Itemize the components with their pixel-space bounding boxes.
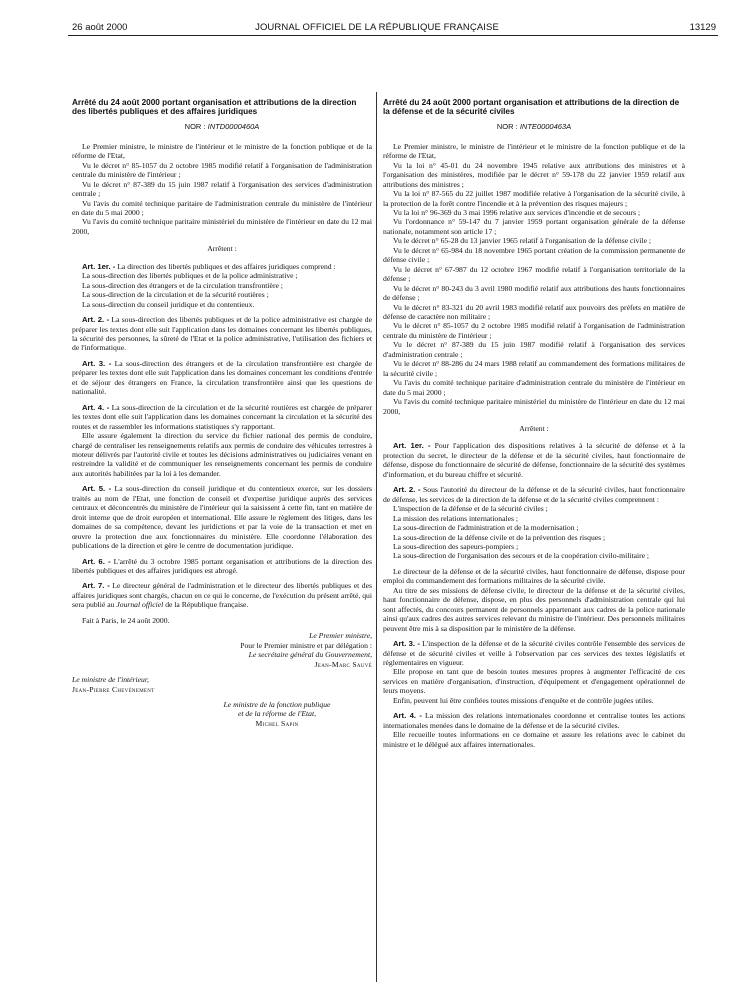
right-preamble-line: Vu la loi n° 87-565 du 22 juillet 1987 modifiée relative à l'organisation de la sécurité civile, à la protection de la forêt contre l'incendie et à la prévention des risques majeurs ;	[383, 189, 685, 208]
signature-block-interieur	[72, 675, 372, 694]
right-preamble-line: Vu le décret n° 87-389 du 15 juin 1987 modifié relatif à l'organisation des services d'administration centrale ;	[383, 340, 685, 359]
column-separator	[376, 92, 377, 982]
page-header	[0, 20, 754, 34]
right-article-2-item: La sous-direction de l'organisation des secours et de la coopération civilo-militaire ;	[393, 551, 650, 561]
signature-delegation: Pour le Premier ministre et par délégation :	[240, 640, 372, 650]
right-preamble-line: Vu l'avis du comité technique paritaire ministériel du ministère de l'intérieur en date du 12 mai 2000,	[383, 397, 685, 416]
article-label: Art. 4. -	[393, 711, 422, 721]
article-text: La sous-direction des étrangers et de la circulation transfrontière est chargée de préparer les textes dont elle suit l'application dans les domaines concernant les conditions d'entrée et de séjour des étrangers en France, la circulation transfrontière ainsi que les questions de nationalité.	[72, 358, 372, 397]
right-article-2-item: La sous-direction de la défense civile et de la prévention des risques ;	[393, 532, 606, 542]
signature-name: Jean-Pierre Chevènement	[72, 684, 155, 694]
right-preamble-line: Le Premier ministre, le ministre de l'intérieur et le ministre de la fonction publique et de la réforme de l'Etat,	[383, 141, 685, 161]
article-label: Art. 3. -	[393, 639, 420, 649]
right-preamble-line: Vu la loi n° 96-369 du 3 mai 1996 relative aux services d'incendie et de secours ;	[393, 208, 641, 218]
right-preamble-line: Vu la loi n° 45-01 du 24 novembre 1945 relative aux attributions des ministres et à l'organisation des ministères, modifiée par le décret n° 59-178 du 22 janvier 1959 relatif aux attributions des ministres ;	[383, 160, 685, 189]
header-date: 26 août 2000	[72, 22, 128, 33]
left-fait-a-paris: Fait à Paris, le 24 août 2000.	[82, 615, 170, 625]
left-article-1-item: La sous-direction du conseil juridique et du contentieux.	[82, 299, 255, 309]
article-label: Art. 3. -	[82, 358, 112, 368]
left-article-1-item: La sous-direction des libertés publiques et de la police administrative ;	[82, 271, 298, 281]
header-page-number: 13129	[689, 22, 716, 33]
article-label: Art. 5. -	[82, 484, 112, 494]
left-article-4	[72, 403, 372, 431]
right-article-3	[383, 639, 685, 667]
article-text: La mission des relations internationales coordonne et centralise toutes les actions internationales menées dans le domaine de la défense et de la sécurité civiles.	[383, 711, 685, 730]
article-text: La sous-direction des libertés publiques et de la police administrative est chargée de préparer les textes dont elle suit l'application dans les domaines concernant les libertés publiques, la sécurité des personnes, la sûreté de l'Etat et la police administrative, l'utilisation des fichiers et de l'informatique.	[72, 315, 372, 353]
left-preamble-line: Vu le décret n° 87-389 du 15 juin 1987 relatif à l'organisation des services d'administration centrale ;	[72, 179, 372, 199]
right-preamble-line: Vu le décret n° 83-321 du 20 avril 1983 modifié relatif aux pouvoirs des préfets en matière de défense de caractère non militaire ;	[383, 302, 685, 322]
signature-block-pm	[72, 631, 372, 669]
signature-role: Le Premier ministre,	[309, 631, 372, 641]
article-text: La direction des libertés publiques et des affaires juridiques comprend :	[117, 261, 336, 271]
article-label: Art. 4. -	[82, 402, 110, 412]
article-text: de la République française.	[165, 600, 249, 610]
right-article-2-item: La sous-direction de l'administration et de la modernisation ;	[393, 523, 579, 533]
right-preamble-line: Vu le décret n° 80-243 du 3 avril 1980 modifié relatif aux attributions des hauts fonctionnaires de défense ;	[383, 283, 685, 303]
article-label: Art. 1er. -	[393, 441, 431, 451]
article-label: Art. 1er. -	[82, 261, 116, 271]
right-article-2-item: La sous-direction des sapeurs-pompiers ;	[393, 541, 519, 551]
right-nor	[383, 122, 685, 131]
left-preamble-line: Vu le décret n° 85-1057 du 2 octobre 1985 modifié relatif à l'organisation de l'administration centrale du ministère de l'intérieur ;	[72, 160, 372, 180]
signature-name: Jean-Marc Sauvé	[314, 659, 372, 669]
right-article-2-item: L'inspection de la défense et de la sécurité civiles ;	[393, 504, 548, 514]
right-article-3-para: Enfin, peuvent lui être confiées toutes missions d'enquête et de contrôle jugées utiles.	[393, 695, 654, 705]
left-article-1-item: La sous-direction des étrangers et de la circulation transfrontière ;	[82, 280, 283, 290]
article-text: La sous-direction du conseil juridique et du contentieux exerce, sur les dossiers traités au nom de l'Etat, une fonction de conseil et d'expertise juridique auprès des services centraux et déconcentrés du ministère de l'intérieur qui la saisissent à cette fin, tant en matière de droit interne que de droit européen et international. Elle assure le règlement des litiges, dans les domaines de sa compétence, devant les juridictions et par la voie de la transaction et met en œuvre la protection due aux fonctionnaires du ministère. Elle coordonne l'élaboration des publications de la direction et gère le centre de documentation juridique.	[72, 484, 373, 551]
right-article-1	[383, 441, 685, 479]
right-article-2-para: Le directeur de la défense et de la sécurité civiles, haut fonctionnaire de défense, dispose pour emploi du commandement des formations militaires de la sécurité civile.	[383, 566, 685, 586]
right-preamble-line: Vu l'avis du comité technique paritaire d'administration centrale du ministère de l'intérieur en date du 5 mai 2000 ;	[383, 378, 685, 397]
article-text: Sous l'autorité du directeur de la défense et de la sécurité civiles, haut fonctionnaire de défense, les services de la direction de la défense et de la sécurité civiles comprennent :	[383, 485, 685, 504]
left-column	[72, 98, 372, 728]
left-preamble-line: Le Premier ministre, le ministre de l'intérieur et le ministre de la fonction publique et de la réforme de l'Etat,	[72, 141, 372, 161]
article-label: Art. 2. -	[393, 485, 421, 495]
left-article-1-item: La sous-direction de la circulation et de la sécurité routières ;	[82, 290, 269, 300]
right-arretent: Arrêtent :	[519, 424, 549, 433]
article-text: Le directeur général de l'administration et le directeur des libertés publiques et des affaires juridiques sont chargés, chacun en ce qui le concerne, de l'exécution du présent arrêté, qui sera publié au	[72, 581, 372, 610]
left-nor-label: NOR :	[184, 122, 206, 132]
right-preamble-line: Vu le décret n° 65-984 du 18 novembre 1965 portant création de la commission permanente de défense civile ;	[383, 245, 685, 265]
right-preamble-line: Vu le décret n° 88-286 du 24 mars 1988 relatif au commandement des formations militaires de la sécurité civile ;	[383, 359, 685, 378]
right-column	[383, 98, 685, 749]
left-nor-code: INTD0000460A	[207, 122, 260, 132]
right-article-2	[383, 485, 685, 504]
right-preamble-line: Vu le décret n° 67-987 du 12 octobre 1967 modifié relatif à l'organisation territoriale de la défense ;	[383, 264, 685, 284]
left-preamble-line: Vu l'avis du comité technique paritaire ministériel du ministère de l'intérieur en date du 12 mai 2000,	[72, 217, 372, 236]
left-arretent: Arrêtent :	[207, 244, 237, 254]
header-rule	[68, 35, 718, 36]
left-article-2	[72, 315, 372, 353]
right-article-4-para: Elle recueille toutes informations en ce domaine et assure les relations avec le cabinet du ministre et le délégué aux affaires internationales.	[383, 730, 685, 749]
signature-role: Le ministre de l'intérieur,	[72, 675, 149, 685]
article-text-italic: Journal officiel	[116, 600, 164, 610]
left-article-7	[72, 581, 372, 609]
signature-role: Le secrétaire général du Gouvernement,	[248, 650, 372, 660]
signature-block-fonction-publique	[72, 700, 372, 728]
left-article-6	[72, 557, 372, 576]
article-label: Art. 6. -	[82, 556, 111, 566]
signature-role: Le ministre de la fonction publique	[223, 699, 331, 709]
left-preamble-line: Vu l'avis du comité technique paritaire de l'administration centrale du ministère de l'intérieur en date du 5 mai 2000 ;	[72, 198, 372, 218]
left-article-3	[72, 359, 372, 397]
left-article-5	[72, 484, 372, 550]
article-label: Art. 7. -	[82, 581, 110, 591]
signature-name: Michel Sapin	[255, 718, 299, 728]
right-preamble-line: Vu le décret n° 85-1057 du 2 octobre 1985 modifié relatif à l'organisation de l'administration centrale du ministère de l'intérieur ;	[383, 321, 685, 340]
left-nor	[72, 122, 372, 131]
article-text: L'arrêté du 3 octobre 1985 portant organisation et attributions de la direction des libertés publiques et des affaires juridiques est abrogé.	[72, 556, 372, 575]
left-decree-title: Arrêté du 24 août 2000 portant organisation et attributions de la direction des libertés publiques et des affaires juridiques	[72, 98, 357, 117]
right-decree-title: Arrêté du 24 août 2000 portant organisation et attributions de la direction de la défense et de la sécurité civiles	[383, 98, 680, 117]
article-text: La sous-direction de la circulation et de la sécurité routières est chargée de préparer les textes dont elle suit l'application dans les domaines concernant la circulation et la sécurité des routes et de rassembler les informations statistiques s'y rapportant.	[72, 402, 373, 431]
signature-role: et de la réforme de l'Etat,	[237, 709, 317, 719]
left-article-1	[72, 262, 372, 271]
right-preamble-line: Vu l'ordonnance n° 59-147 du 7 janvier 1959 portant organisation générale de la défense nationale, notamment son article 17 ;	[383, 217, 685, 236]
article-text: Pour l'application des dispositions relatives à la sécurité de défense et à la protection du secret, le directeur de la défense et de la sécurité civiles, haut fonctionnaire de défense, dispose du fonctionnaire de sécurité de défense, fonctionnaire de la sécurité des systèmes d'information, et du bureau chiffre et sécurité.	[383, 441, 685, 479]
header-journal-title: JOURNAL OFFICIEL DE LA RÉPUBLIQUE FRANÇAISE	[255, 22, 499, 33]
article-text: L'inspection de la défense et de la sécurité civiles contrôle l'ensemble des services de défense et de sécurité civiles et veille à l'observation par ces services des textes législatifs et réglementaires en vigueur.	[383, 639, 685, 667]
right-article-2-para: Au titre de ses missions de défense civile, le directeur de la défense et de la sécurité civiles, haut fonctionnaire de défense, dispose, en plus des personnels d'administration centrale qui lui sont affectés, du concours permanent de personnels appartenant aux cadres de la police nationale ainsi qu'aux cadres des autres services relevant du ministre de l'intérieur. Des personnels militaires peuvent être mis à sa disposition par le ministère de la défense.	[383, 585, 685, 633]
right-article-2-item: La mission des relations internationales ;	[393, 513, 518, 523]
right-article-4	[383, 711, 685, 730]
right-nor-code: INTE0000463A	[519, 122, 572, 132]
right-nor-label: NOR :	[496, 122, 518, 132]
article-label: Art. 2. -	[82, 315, 110, 325]
right-article-3-para: Elle propose en tant que de besoin toutes mesures propres à augmenter l'efficacité de ces services en matière d'organisation, d'instruction, d'équipement et d'engagement opérationnel de leurs moyens.	[383, 667, 685, 696]
right-preamble-line: Vu le décret n° 65-28 du 13 janvier 1965 relatif à l'organisation de la défense civile ;	[393, 236, 652, 246]
left-article-4-para: Elle assure également la direction du service du fichier national des permis de conduire, chargé de centraliser les renseignements relatifs aux permis de conduire des véhicules terrestres à moteur délivrés par l'autorité civile et toutes les décisions administratives ou judiciaires venant en restreindre la validité et de communiquer les renseignements concernant les permis de conduire aux autorités habilitées par la loi à les demander.	[72, 431, 372, 478]
